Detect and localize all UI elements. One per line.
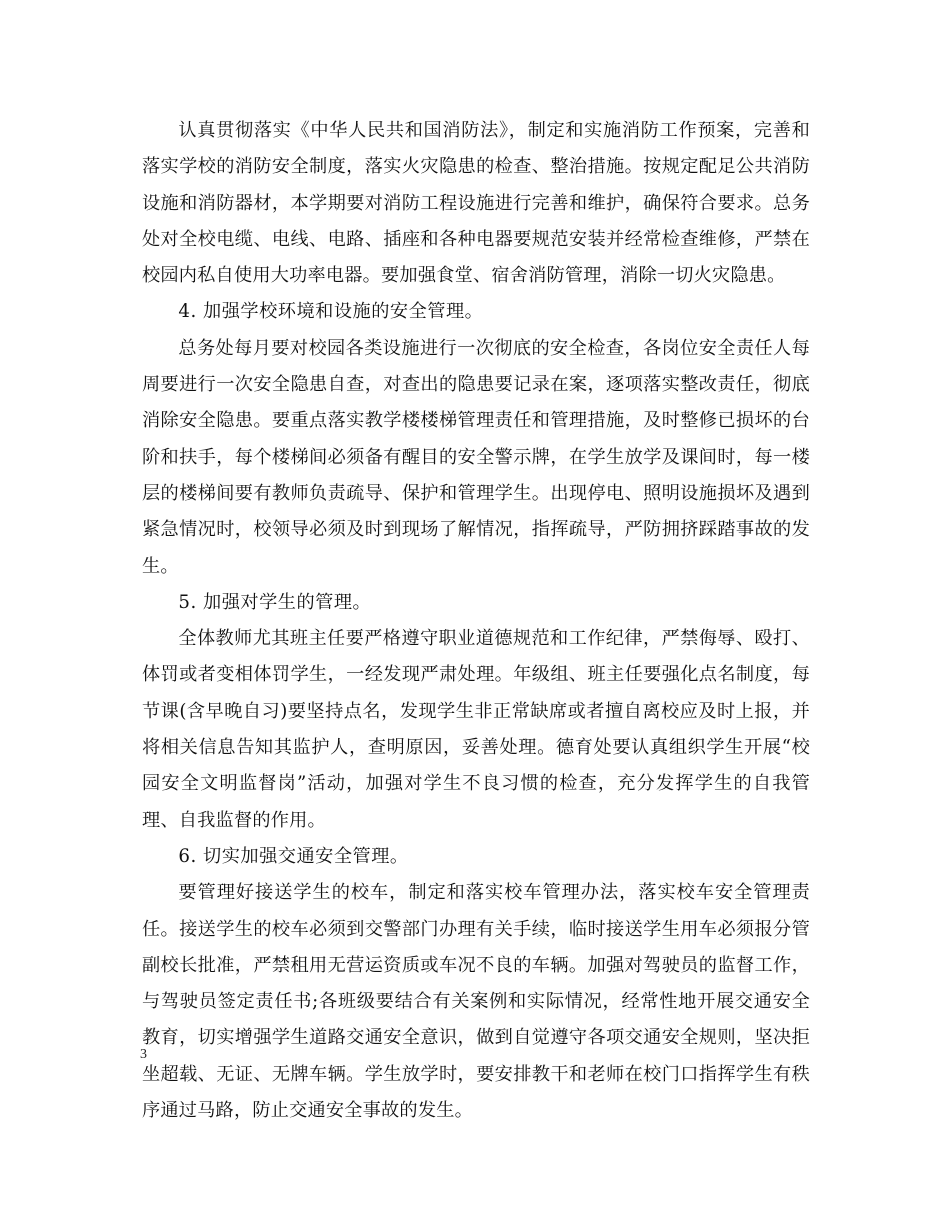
paragraph-student-management: 全体教师尤其班主任要严格遵守职业道德规范和工作纪律，严禁侮辱、殴打、体罚或者变相体罚学生，一经发现严肃处理。年级组、班主任要强化点名制度，每节课(含早晚自习)要坚持点名，发现学生非正常缺席或者擅自离校应及时上报，并将相关信息告知其监护人，查明原因，妥善处理。德育处要认真组织学生开展“校园安全文明监督岗”活动，加强对学生不良习惯的检查，充分发挥学生的自我管理、自我监督的作用。 — [142, 628, 810, 831]
section-heading-4: 4. 加强学校环境和设施的安全管理。 — [178, 301, 484, 323]
document-body — [142, 113, 810, 1129]
section-heading-6: 6. 切实加强交通安全管理。 — [178, 845, 409, 867]
paragraph-traffic-safety: 要管理好接送学生的校车，制定和落实校车管理办法，落实校车安全管理责任。接送学生的校车必须到交警部门办理有关手续，临时接送学生用车必须报分管副校长批准，严禁租用无营运资质或车况不良的车辆。加强对驾驶员的监督工作，与驾驶员签定责任书;各班级要结合有关案例和实际情况，经常性地开展交通安全教育，切实增强学生道路交通安全意识，做到自觉遵守各项交通安全规则，坚决拒坐超载、无证、无牌车辆。学生放学时，要安排教干和老师在校门口指挥学生有秩序通过马路，防止交通安全事故的发生。 — [142, 882, 810, 1122]
paragraph-facility-safety: 总务处每月要对校园各类设施进行一次彻底的安全检查，各岗位安全责任人每周要进行一次安全隐患自查，对查出的隐患要记录在案，逐项落实整改责任，彻底消除安全隐患。要重点落实教学楼楼梯管理责任和管理措施，及时整修已损坏的台阶和扶手，每个楼梯间必须备有醒目的安全警示牌，在学生放学及课间时，每一楼层的楼梯间要有教师负责疏导、保护和管理学生。出现停电、照明设施损坏及遇到紧急情况时，校领导必须及时到现场了解情况，指挥疏导，严防拥挤踩踏事故的发生。 — [142, 337, 810, 577]
paragraph-fire-safety: 认真贯彻落实《中华人民共和国消防法》，制定和实施消防工作预案，完善和落实学校的消防安全制度，落实火灾隐患的检查、整治措施。按规定配足公共消防设施和消防器材，本学期要对消防工程设施进行完善和维护，确保符合要求。总务处对全校电缆、电线、电路、插座和各种电器要规范安装并经常检查维修，严禁在校园内私自使用大功率电器。要加强食堂、宿舍消防管理，消除一切火灾隐患。 — [142, 120, 810, 287]
page-number: 3 — [140, 1047, 147, 1062]
section-heading-5: 5. 加强对学生的管理。 — [178, 591, 372, 613]
